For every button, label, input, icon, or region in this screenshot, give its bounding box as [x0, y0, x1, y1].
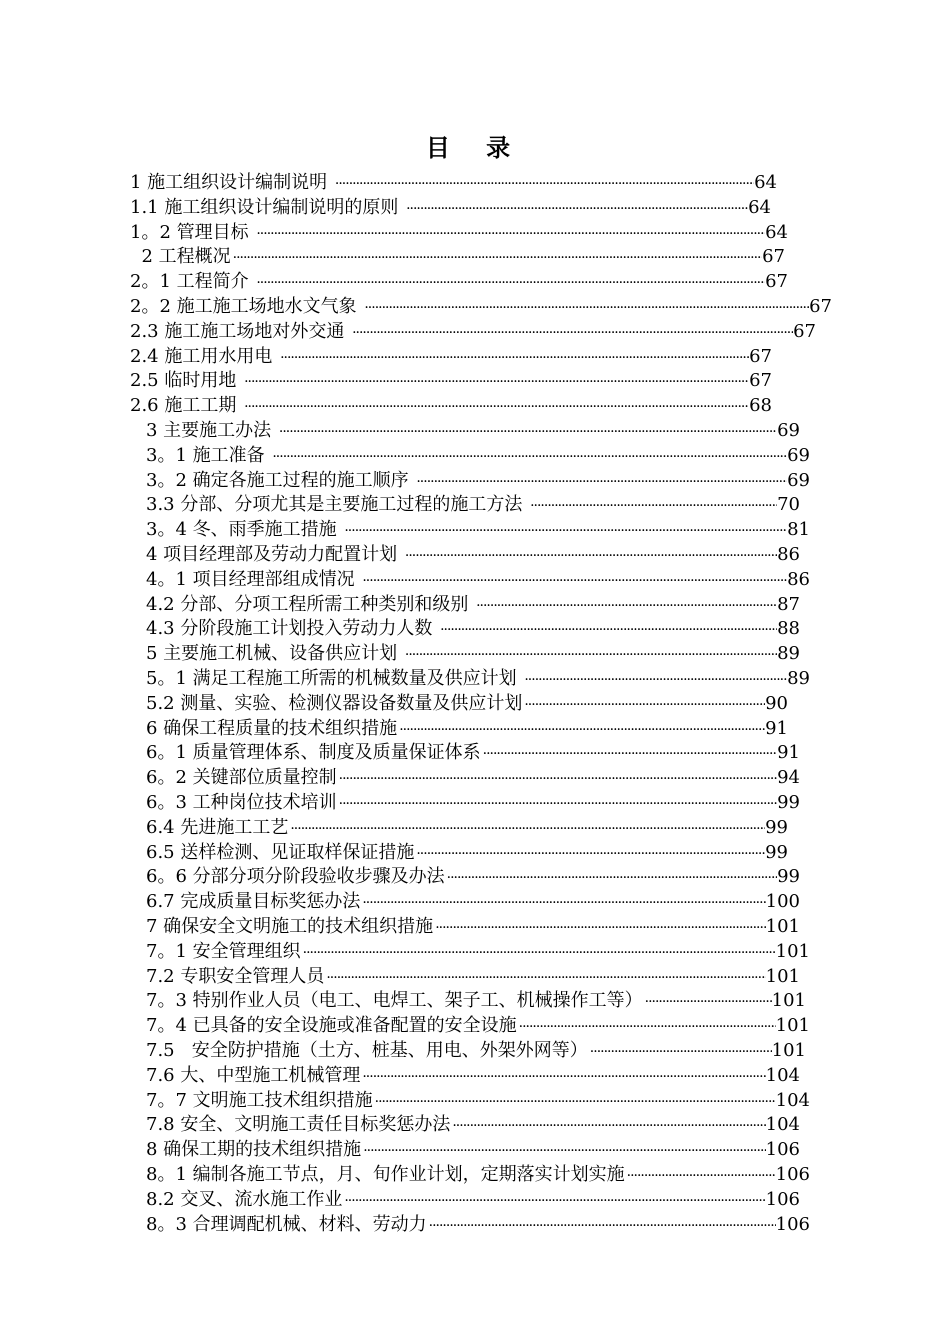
toc-leader-dots	[433, 916, 765, 941]
toc-leader-dots	[360, 569, 787, 594]
toc-entry[interactable]	[130, 320, 816, 345]
toc-entry[interactable]	[146, 741, 800, 766]
page-title: 目 录	[425, 133, 525, 162]
toc-leader-dots	[254, 222, 765, 247]
toc-entry-page-number: 64	[748, 196, 771, 218]
toc-entry-page-number: 104	[765, 1064, 800, 1086]
toc-leader-dots	[403, 544, 777, 569]
toc-entry[interactable]	[130, 394, 772, 419]
toc-entry-title: 8.2 交叉、流水施工作业	[146, 1188, 343, 1210]
toc-entry-title: 2.3 施工施工场地对外交通	[130, 320, 351, 342]
toc-entry[interactable]	[130, 295, 832, 320]
toc-entry-title: 3.3 分部、分项尤其是主要施工过程的施工方法	[146, 494, 529, 516]
toc-entry-title: 2.6 施工工期	[130, 395, 243, 417]
toc-entry-title: 6。2 关键部位质量控制	[146, 767, 337, 789]
toc-leader-dots	[231, 246, 762, 271]
toc-entry-page-number: 88	[777, 618, 800, 640]
toc-entry[interactable]	[146, 717, 788, 742]
toc-entry[interactable]	[146, 1113, 800, 1138]
toc-entry-title: 4.3 分阶段施工计划投入劳动力人数	[146, 618, 439, 640]
toc-entry-title: 6 确保工程质量的技术组织措施	[146, 717, 398, 739]
toc-entry-title: 7。7 文明施工技术组织措施	[146, 1089, 373, 1111]
toc-entry-title: 1 施工组织设计编制说明	[130, 172, 333, 193]
toc-entry-page-number: 67	[765, 271, 788, 293]
toc-entry-page-number: 101	[765, 965, 800, 987]
toc-entry-title: 5 主要施工机械、设备供应计划	[146, 643, 403, 665]
toc-entry[interactable]	[146, 1039, 806, 1064]
toc-leader-dots	[450, 1114, 765, 1139]
toc-entry[interactable]	[146, 1138, 800, 1163]
toc-entry[interactable]	[146, 989, 806, 1014]
toc-entry[interactable]	[130, 369, 772, 394]
toc-leader-dots	[337, 767, 777, 792]
toc-entry-page-number: 101	[771, 1040, 806, 1061]
toc-entry-title: 6.5 送样检测、见证取样保证措施	[146, 841, 415, 863]
toc-entry-title: 8。3 合理调配机械、材料、劳动力	[146, 1213, 427, 1235]
toc-entry-title: 8 确保工期的技术组织措施	[146, 1139, 362, 1161]
toc-entry[interactable]	[146, 890, 800, 915]
toc-entry[interactable]	[146, 642, 800, 667]
toc-entry[interactable]	[146, 493, 800, 518]
toc-entry-page-number: 64	[765, 221, 788, 243]
toc-entry-page-number: 106	[765, 1139, 800, 1161]
toc-leader-dots	[360, 891, 765, 916]
toc-entry-title: 7。4 已具备的安全设施或准备配置的安全设施	[146, 1015, 517, 1037]
toc-entry-title: 3。4 冬、雨季施工措施	[146, 519, 343, 541]
toc-leader-dots	[445, 866, 777, 891]
toc-entry-page-number: 101	[771, 990, 806, 1012]
toc-entry-page-number: 91	[765, 717, 788, 739]
toc-entry-title: 3 主要施工办法	[146, 420, 277, 441]
toc-entry-page-number: 87	[777, 593, 800, 615]
toc-leader-dots	[403, 643, 777, 668]
toc-leader-dots	[414, 842, 765, 867]
toc-entry-page-number: 104	[765, 1114, 800, 1136]
toc-entry[interactable]	[146, 965, 800, 990]
toc-leader-dots	[588, 1040, 772, 1065]
toc-entry[interactable]	[146, 419, 800, 444]
toc-entry-page-number: 89	[787, 668, 810, 689]
toc-entry-page-number: 106	[775, 1164, 810, 1185]
toc-entry[interactable]	[146, 791, 800, 816]
toc-entry-title: 7.2 专职安全管理人员	[146, 965, 325, 987]
toc-entry-title: 6.7 完成质量目标奖惩办法	[146, 891, 361, 913]
toc-leader-dots	[481, 742, 777, 767]
toc-entry-page-number: 104	[775, 1089, 810, 1111]
toc-entry[interactable]	[146, 444, 810, 469]
toc-entry-page-number: 90	[765, 692, 788, 714]
toc-entry-page-number: 69	[787, 469, 810, 491]
toc-entry-page-number: 101	[775, 1015, 810, 1037]
toc-leader-dots	[350, 321, 793, 346]
toc-entry-title: 8。1 编制各施工节点，月、旬作业计划，定期落实计划实施	[146, 1164, 625, 1185]
toc-leader-dots	[301, 941, 776, 966]
toc-entry-page-number: 67	[749, 345, 772, 367]
toc-entry-page-number: 94	[777, 767, 800, 789]
toc-entry[interactable]	[130, 171, 777, 196]
toc-entry[interactable]	[146, 543, 800, 568]
toc-entry-title: 7.8 安全、文明施工责任目标奖惩办法	[146, 1114, 451, 1136]
toc-entry-title: 1.1 施工组织设计编制说明的原则	[130, 196, 405, 218]
toc-entry-title: 2。1 工程简介	[130, 271, 255, 293]
toc-entry[interactable]	[146, 593, 800, 618]
toc-leader-dots	[643, 990, 772, 1015]
toc-entry[interactable]	[146, 816, 788, 841]
toc-entry[interactable]	[146, 1213, 810, 1238]
toc-leader-dots	[288, 817, 765, 842]
toc-leader-dots	[414, 470, 787, 495]
toc-entry-title: 4。1 项目经理部组成情况	[146, 568, 361, 590]
toc-entry-title: 4 项目经理部及劳动力配置计划	[146, 544, 403, 565]
toc-entry[interactable]	[146, 568, 810, 593]
toc-entry-page-number: 101	[765, 916, 800, 937]
toc-entry-title: 6。1 质量管理体系、制度及质量保证体系	[146, 742, 481, 764]
toc-leader-dots	[342, 1189, 765, 1214]
toc-leader-dots	[522, 693, 765, 718]
toc-leader-dots	[528, 494, 777, 519]
toc-leader-dots	[360, 1065, 765, 1090]
toc-entry-page-number: 99	[765, 841, 788, 863]
toc-entry-title: 7。1 安全管理组织	[146, 940, 301, 962]
toc-entry-page-number: 99	[777, 792, 800, 813]
toc-entry-page-number: 68	[749, 395, 772, 417]
toc-leader-dots	[373, 1090, 776, 1115]
toc-entry-page-number: 89	[777, 643, 800, 665]
toc-leader-dots	[277, 420, 777, 445]
toc-entry[interactable]	[146, 1163, 810, 1188]
toc-entry-title: 5.2 测量、实验、检测仪器设备数量及供应计划	[146, 692, 523, 714]
toc-entry-page-number: 67	[749, 370, 772, 392]
toc-entry-page-number: 101	[775, 940, 810, 962]
toc-entry[interactable]	[130, 245, 785, 270]
toc-leader-dots	[397, 718, 765, 743]
toc-entry[interactable]	[146, 841, 788, 866]
toc-entry-title: 3。1 施工准备	[146, 444, 271, 466]
toc-leader-dots	[242, 370, 749, 395]
toc-entry-title: 7 确保安全文明施工的技术组织措施	[146, 916, 434, 937]
toc-entry-title: 6.4 先进施工工艺	[146, 816, 289, 838]
toc-leader-dots	[362, 296, 809, 321]
toc-entry[interactable]	[146, 940, 810, 965]
toc-entry-title: 2.4 施工用水用电	[130, 345, 279, 367]
toc-leader-dots	[324, 966, 765, 991]
toc-entry[interactable]	[146, 1064, 800, 1089]
toc-leader-dots	[333, 172, 754, 197]
toc-entry-page-number: 91	[777, 742, 800, 764]
toc-entry-title: 2 工程概况	[130, 246, 231, 268]
toc-entry-page-number: 67	[762, 246, 785, 268]
toc-entry-page-number: 64	[754, 172, 777, 193]
toc-leader-dots	[438, 618, 777, 643]
toc-entry-page-number: 106	[775, 1213, 810, 1235]
toc-entry[interactable]	[146, 617, 800, 642]
toc-entry-title: 6。3 工种岗位技术培训	[146, 792, 337, 813]
toc-leader-dots	[337, 792, 777, 817]
toc-entry[interactable]	[146, 469, 810, 494]
toc-leader-dots	[625, 1164, 776, 1189]
toc-entry-title: 4.2 分部、分项工程所需工种类别和级别	[146, 593, 475, 615]
toc-entry-page-number: 70	[777, 494, 800, 516]
toc-entry-title: 7.5 安全防护措施（土方、桩基、用电、外架外网等）	[146, 1040, 588, 1061]
toc-entry-page-number: 67	[793, 320, 816, 342]
toc-entry-title: 3。2 确定各施工过程的施工顺序	[146, 469, 415, 491]
toc-entry-page-number: 69	[777, 420, 800, 441]
toc-entry-title: 7.6 大、中型施工机械管理	[146, 1064, 361, 1086]
toc-entry-page-number: 86	[787, 568, 810, 590]
toc-leader-dots	[254, 271, 765, 296]
toc-entry[interactable]	[130, 270, 788, 295]
toc-entry-page-number: 67	[809, 296, 832, 317]
toc-leader-dots	[342, 519, 787, 544]
toc-entry-title: 6。6 分部分项分阶段验收步骤及办法	[146, 866, 445, 888]
toc-entry[interactable]	[130, 221, 788, 246]
toc-entry-page-number: 86	[777, 544, 800, 565]
toc-entry[interactable]	[130, 196, 771, 221]
toc-entry-page-number: 99	[777, 866, 800, 888]
toc-leader-dots	[474, 594, 777, 619]
toc-entry-title: 2。2 施工施工场地水文气象	[130, 296, 363, 317]
toc-entry-page-number: 69	[787, 444, 810, 466]
toc-leader-dots	[404, 197, 748, 222]
toc-entry[interactable]	[146, 1014, 810, 1039]
toc-entry-title: 5。1 满足工程施工所需的机械数量及供应计划	[146, 668, 523, 689]
toc-entry-page-number: 100	[765, 891, 800, 913]
toc-entry-title: 1。2 管理目标	[130, 221, 255, 243]
toc-entry-page-number: 106	[765, 1188, 800, 1210]
toc-entry[interactable]	[130, 345, 772, 370]
toc-entry[interactable]	[146, 692, 788, 717]
toc-leader-dots	[278, 346, 749, 371]
toc-leader-dots	[361, 1139, 765, 1164]
toc-leader-dots	[270, 445, 787, 470]
toc-leader-dots	[242, 395, 749, 420]
toc-entry[interactable]	[146, 766, 800, 791]
toc-leader-dots	[517, 1015, 776, 1040]
toc-entry[interactable]	[146, 1089, 810, 1114]
toc-leader-dots	[522, 668, 787, 693]
toc-entry[interactable]	[146, 865, 800, 890]
toc-entry[interactable]	[146, 518, 810, 543]
toc-leader-dots	[427, 1214, 776, 1239]
toc-entry-page-number: 81	[787, 519, 810, 541]
toc-entry-title: 2.5 临时用地	[130, 370, 243, 392]
toc-entry[interactable]	[146, 667, 810, 692]
toc-entry[interactable]	[146, 915, 800, 940]
toc-entry-title: 7。3 特别作业人员（电工、电焊工、架子工、机械操作工等）	[146, 990, 643, 1012]
toc-entry[interactable]	[146, 1188, 800, 1213]
toc-entry-page-number: 99	[765, 816, 788, 838]
